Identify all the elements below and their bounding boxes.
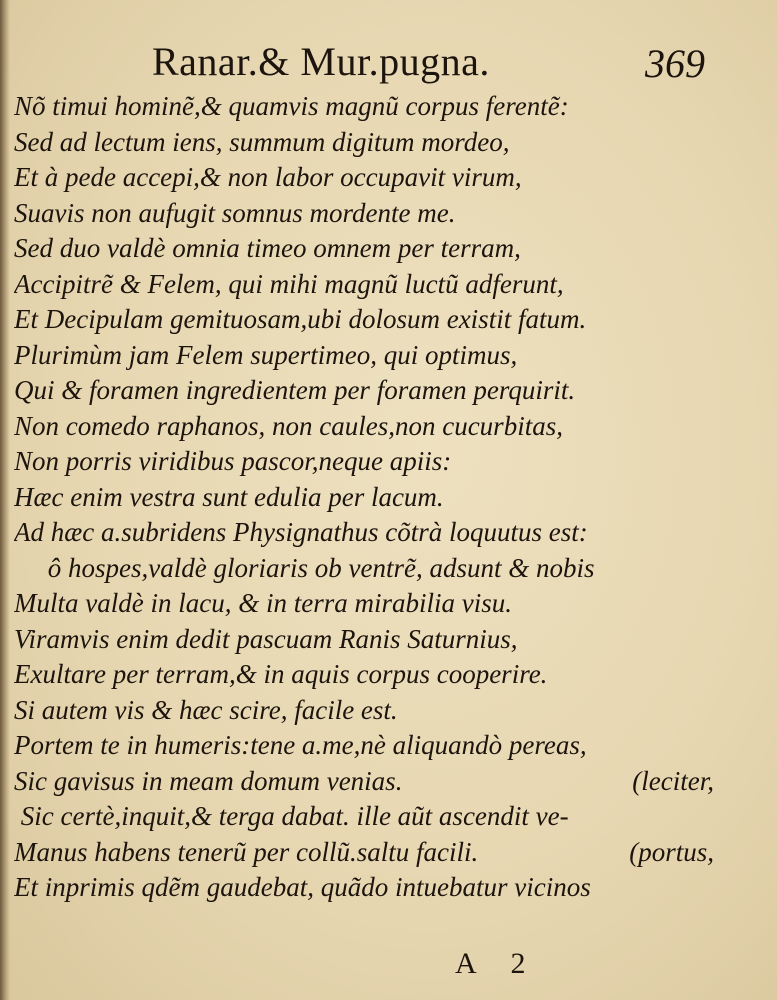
binding-gutter-shadow <box>0 0 10 1000</box>
verse-line-text: Non porris viridibus pascor,neque apiis: <box>14 446 452 476</box>
verse-line <box>14 338 714 374</box>
verse-line <box>14 160 714 196</box>
verse-line <box>14 551 714 587</box>
verse-line <box>14 515 714 551</box>
verse-line <box>14 302 714 338</box>
turnover-word: (leciter, <box>632 765 714 796</box>
verse-line <box>14 835 714 871</box>
verse-line-text: Portem te in humeris:tene a.me,nè aliquandò pereas, <box>14 730 587 760</box>
verse-line-text: Hæc enim vestra sunt edulia per lacum. <box>14 481 444 512</box>
verse-line-text: Sic certè,inquit,& terga dabat. ille aũt ascendit ve- <box>14 801 569 831</box>
page-number: 369 <box>645 41 705 86</box>
verse-line <box>14 125 714 161</box>
verse-line-text: Accipitrẽ & Felem, qui mihi magnũ luctũ adferunt, <box>14 268 564 299</box>
verse-line-text: Manus habens tenerũ per collũ.saltu facili. <box>14 836 479 867</box>
turnover-word: (portus, <box>629 836 714 867</box>
verse-line-text: Multa valdè in lacu, & in terra mirabilia visu. <box>14 588 512 618</box>
verse-line <box>14 444 714 480</box>
page-header <box>0 30 777 90</box>
verse-line <box>14 267 714 303</box>
verse-line-text: Nõ timui hominẽ,& quamvis magnũ corpus ferentẽ: <box>14 91 569 121</box>
verse-line <box>14 622 714 658</box>
verse-line-text: Qui & foramen ingredientem per foramen perquirit. <box>14 375 576 405</box>
verse-line-text: Et à pede accepi,& non labor occupavit virum, <box>14 162 522 192</box>
verse-line-text: Et inprimis qdẽm gaudebat, quãdo intuebatur vicinos <box>14 872 591 902</box>
verse-line <box>14 870 714 906</box>
verse-line-text: Exultare per terram,& in aquis corpus cooperire. <box>14 659 548 689</box>
verse-line <box>14 693 714 729</box>
verse-line-text: Sed duo valdè omnia timeo omnem per terram, <box>14 233 521 263</box>
verse-line-text: Ad hæc a.subridens Physignathus cõtrà loquutus est: <box>14 517 588 547</box>
page-footer <box>0 945 777 985</box>
signature-mark: A 2 <box>455 947 540 980</box>
verse-line <box>14 89 714 125</box>
verse-line-text: Sed ad lectum iens, summum digitum mordeo, <box>14 126 510 157</box>
verse-line <box>14 409 714 445</box>
running-title: Ranar.& Mur.pugna. <box>152 39 490 84</box>
verse-line-text: Si autem vis & hæc scire, facile est. <box>14 694 398 725</box>
verse-line-text: Non comedo raphanos, non caules,non cucurbitas, <box>14 410 563 441</box>
verse-line-text: Viramvis enim dedit pascuam Ranis Saturnius, <box>14 623 518 654</box>
verse-line-text: Plurimùm jam Felem supertimeo, qui optimus, <box>14 339 518 370</box>
verse-line <box>14 196 714 232</box>
verse-line <box>14 480 714 516</box>
verse-line <box>14 764 714 800</box>
verse-line <box>14 799 714 835</box>
verse-line <box>14 231 714 267</box>
verse-text-block <box>14 89 714 906</box>
verse-line <box>14 657 714 693</box>
verse-line-text: Sic gavisus in meam domum venias. <box>14 765 403 796</box>
verse-line <box>14 373 714 409</box>
verse-line-text: Suavis non aufugit somnus mordente me. <box>14 197 456 228</box>
verse-line <box>14 586 714 622</box>
verse-line-text: Et Decipulam gemituosam,ubi dolosum existit fatum. <box>14 304 587 334</box>
verse-line <box>14 728 714 764</box>
verse-line-text: ô hospes,valdè gloriaris ob ventrẽ, adsunt & nobis <box>14 552 595 583</box>
